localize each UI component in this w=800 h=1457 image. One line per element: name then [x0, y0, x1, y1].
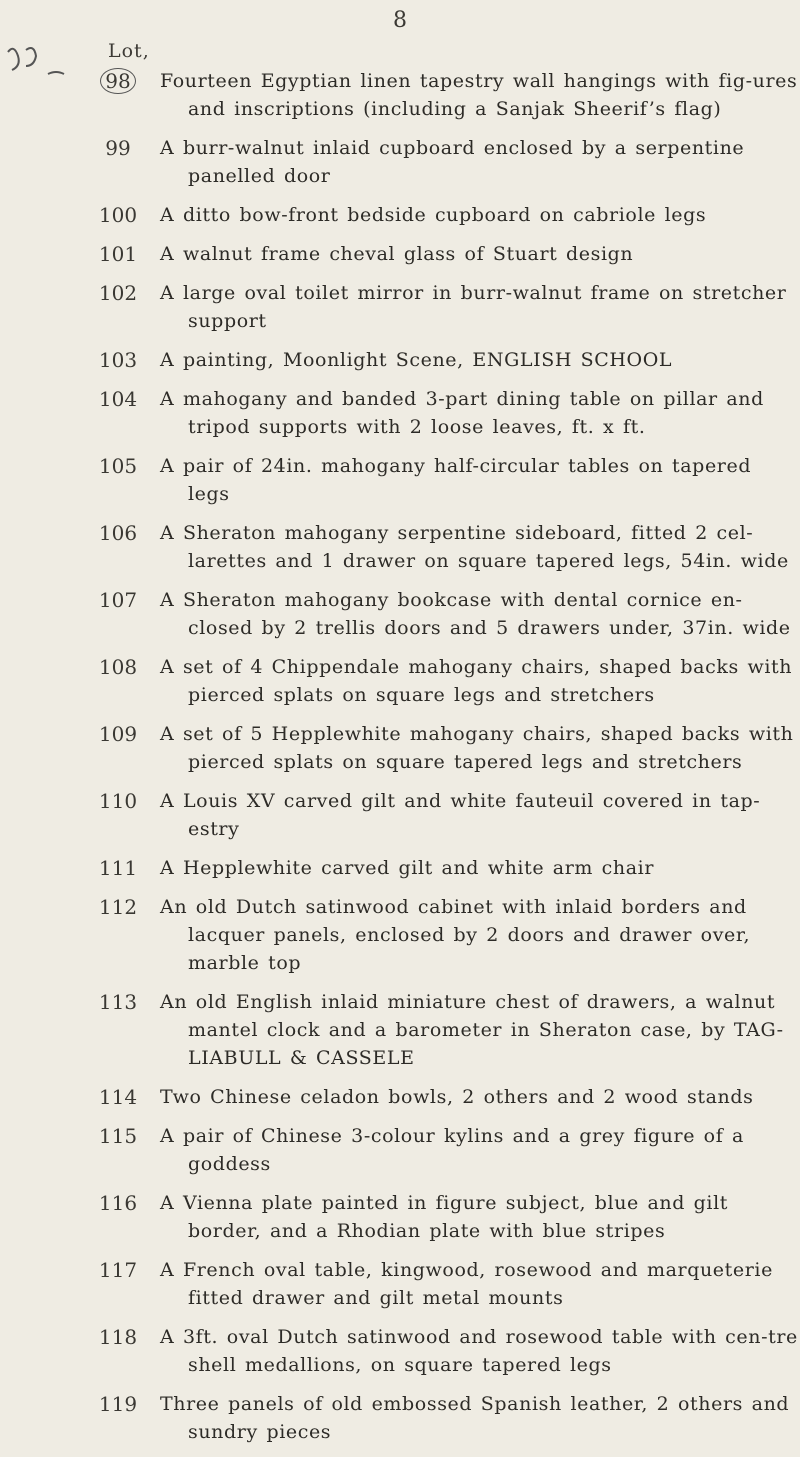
- lot-number: 108: [98, 655, 138, 679]
- lot-item: [0, 279, 800, 335]
- lot-description: A walnut frame cheval glass of Stuart design: [160, 243, 634, 265]
- lot-number: 107: [98, 588, 138, 612]
- lot-number: 105: [98, 454, 138, 478]
- lot-description: A pair of 24in. mahogany half-circular tables on tapered legs: [160, 455, 752, 505]
- lot-description: A large oval toilet mirror in burr-walnut frame on stretcher support: [160, 282, 787, 332]
- lot-description: A pair of Chinese 3-colour kylins and a grey figure of a goddess: [160, 1125, 744, 1175]
- lot-number: 99: [105, 136, 131, 160]
- lot-number: 113: [98, 990, 138, 1014]
- lot-item: [0, 452, 800, 508]
- lot-item: [0, 201, 800, 229]
- lot-description: A set of 4 Chippendale mahogany chairs, shaped backs with pierced splats on square legs and stretchers: [160, 656, 793, 706]
- lot-item: [0, 653, 800, 709]
- lot-description: Two Chinese celadon bowls, 2 others and 2 wood stands: [160, 1086, 754, 1108]
- lot-description: Fourteen Egyptian linen tapestry wall hangings with fig-ures and inscriptions (including a Sanjak Sheerif’s flag): [160, 70, 798, 120]
- lot-description: A Vienna plate painted in figure subject, blue and gilt border, and a Rhodian plate with blue stripes: [160, 1192, 729, 1242]
- lot-description: An old English inlaid miniature chest of drawers, a walnut mantel clock and a barometer in Sheraton case, by TAG-LIABULL & CASSELE: [160, 991, 784, 1069]
- lot-number: 118: [98, 1325, 138, 1349]
- lot-description: A Hepplewhite carved gilt and white arm chair: [160, 857, 655, 879]
- lot-description: A set of 5 Hepplewhite mahogany chairs, shaped backs with pierced splats on square tapered legs and stretchers: [160, 723, 794, 773]
- lot-number: 103: [98, 348, 138, 372]
- lot-item: [0, 988, 800, 1072]
- lot-description: A mahogany and banded 3-part dining table on pillar and tripod supports with 2 loose leaves, ft. x ft.: [160, 388, 764, 438]
- lot-item: [0, 787, 800, 843]
- lot-item: [0, 67, 800, 123]
- lot-number: 100: [98, 203, 138, 227]
- lot-list: [0, 67, 800, 1457]
- lot-item: [0, 385, 800, 441]
- lot-item: [0, 854, 800, 882]
- lot-item: [0, 1323, 800, 1379]
- lot-description: A French oval table, kingwood, rosewood and marqueterie fitted drawer and gilt metal mounts: [160, 1259, 773, 1309]
- lot-heading: Lot,: [108, 40, 150, 62]
- lot-item: [0, 893, 800, 977]
- lot-number: 112: [98, 895, 138, 919]
- lot-number: 101: [98, 242, 138, 266]
- lot-item: [0, 1083, 800, 1111]
- lot-number: 115: [98, 1124, 138, 1148]
- lot-item: [0, 346, 800, 374]
- lot-description: A 3ft. oval Dutch satinwood and rosewood table with cen-tre shell medallions, on square tapered legs: [160, 1326, 798, 1376]
- lot-description: An old Dutch satinwood cabinet with inlaid borders and lacquer panels, enclosed by 2 doors and drawer over, marble top: [160, 896, 751, 974]
- lot-item: [0, 240, 800, 268]
- lot-item: [0, 134, 800, 190]
- lot-description: A ditto bow-front bedside cupboard on cabriole legs: [160, 204, 707, 226]
- lot-description: A Sheraton mahogany bookcase with dental cornice en-closed by 2 trellis doors and 5 drawers under, 37in. wide: [160, 589, 791, 639]
- lot-number: 116: [98, 1191, 138, 1215]
- lot-item: [0, 519, 800, 575]
- lot-item: [0, 720, 800, 776]
- lot-number: 102: [98, 281, 138, 305]
- lot-number: 111: [98, 856, 138, 880]
- lot-number: 114: [98, 1085, 138, 1109]
- lot-number: 119: [98, 1392, 138, 1416]
- lot-description: A burr-walnut inlaid cupboard enclosed by a serpentine panelled door: [160, 137, 745, 187]
- lot-item: [0, 1390, 800, 1446]
- lot-description: A Louis XV carved gilt and white fauteuil covered in tap-estry: [160, 790, 761, 840]
- lot-number: 104: [98, 387, 138, 411]
- lot-description: A painting, Moonlight Scene, ENGLISH SCHOOL: [160, 349, 673, 371]
- page-number: 8: [393, 8, 407, 33]
- lot-description: A Sheraton mahogany serpentine sideboard, fitted 2 cel-larettes and 1 drawer on square tapered legs, 54in. wide: [160, 522, 789, 572]
- lot-item: [0, 586, 800, 642]
- lot-number: 106: [98, 521, 138, 545]
- lot-number: 109: [98, 722, 138, 746]
- lot-number: 98: [88, 67, 148, 95]
- lot-item: [0, 1122, 800, 1178]
- lot-item: [0, 1189, 800, 1245]
- lot-number: 117: [98, 1258, 138, 1282]
- lot-item: [0, 1256, 800, 1312]
- lot-number: 110: [98, 789, 138, 813]
- lot-description: Three panels of old embossed Spanish leather, 2 others and sundry pieces: [160, 1393, 790, 1443]
